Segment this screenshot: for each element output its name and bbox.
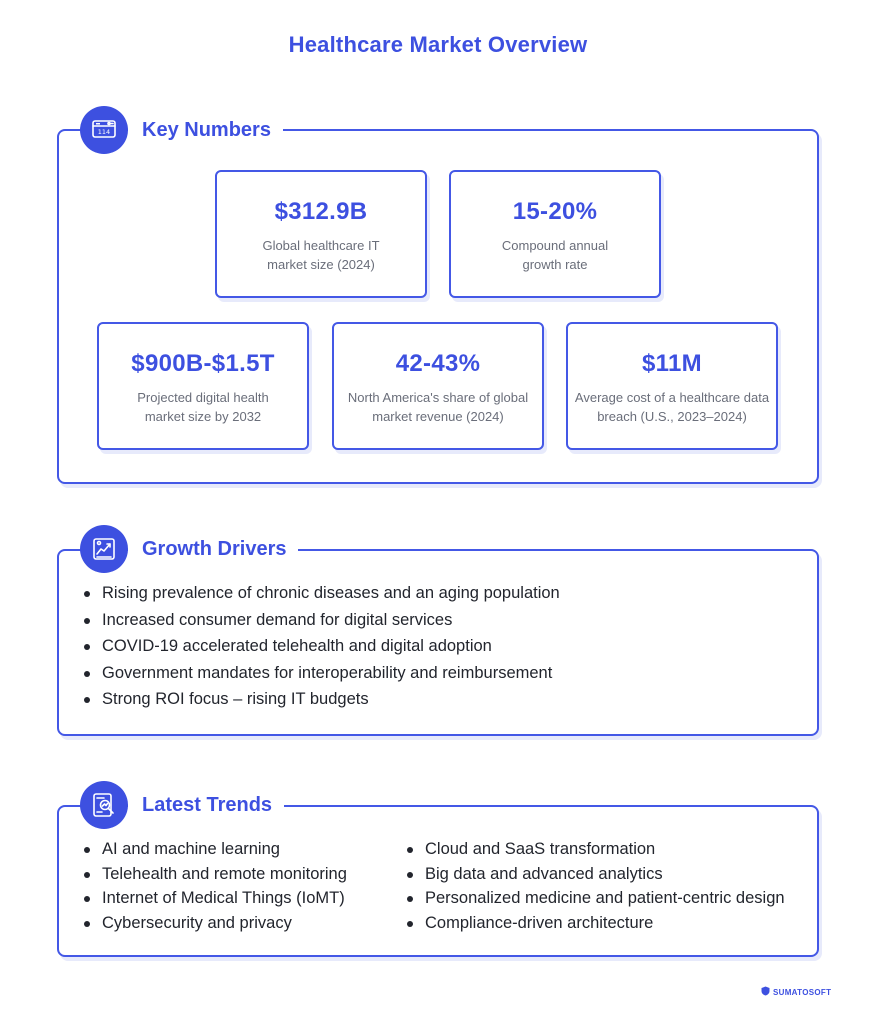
stat-label: Projected digital health market size by 2032 <box>137 390 269 424</box>
stat-card-cagr <box>449 170 661 298</box>
list-item: Compliance-driven architecture <box>406 914 785 939</box>
growth-chart-icon <box>80 525 128 573</box>
growth-drivers-list <box>83 584 560 717</box>
stat-value: $312.9B <box>274 198 368 225</box>
list-item: Big data and advanced analytics <box>406 865 785 890</box>
growth-drivers-header <box>80 525 298 573</box>
stat-label: Average cost of a healthcare data breach (U.S., 2023–2024) <box>574 390 770 424</box>
list-item: Internet of Medical Things (IoMT) <box>83 889 347 914</box>
stat-card-digital-health <box>97 322 309 450</box>
stat-value: 15-20% <box>512 198 598 225</box>
stat-label: North America's share of global market revenue (2024) <box>347 390 529 424</box>
stat-label: Global healthcare IT market size (2024) <box>262 238 380 272</box>
stat-card-north-america <box>332 322 544 450</box>
report-magnifier-icon <box>80 781 128 829</box>
list-item: Government mandates for interoperability and reimbursement <box>83 664 560 691</box>
list-item: Rising prevalence of chronic diseases and an aging population <box>83 584 560 611</box>
list-item: Cloud and SaaS transformation <box>406 840 785 865</box>
list-item: Increased consumer demand for digital services <box>83 611 560 638</box>
stat-label: Compound annual growth rate <box>501 238 609 272</box>
monitor-data-icon <box>80 106 128 154</box>
stat-value: $900B-$1.5T <box>131 350 275 377</box>
latest-trends-header <box>80 781 284 829</box>
latest-trends-list-left <box>83 840 347 938</box>
list-item: COVID-19 accelerated telehealth and digital adoption <box>83 637 560 664</box>
key-numbers-title: Key Numbers <box>128 119 283 142</box>
brand-logo <box>761 983 831 1001</box>
list-item: Strong ROI focus – rising IT budgets <box>83 690 560 717</box>
key-numbers-header <box>80 106 283 154</box>
shield-logo-icon <box>761 983 770 1001</box>
svg-text:114: 114 <box>97 128 111 136</box>
list-item: Cybersecurity and privacy <box>83 914 347 939</box>
page-title: Healthcare Market Overview <box>288 32 588 57</box>
list-item: Personalized medicine and patient-centric design <box>406 889 785 914</box>
latest-trends-list-right <box>406 840 785 938</box>
stat-value: 42-43% <box>395 350 481 377</box>
growth-drivers-title: Growth Drivers <box>128 538 298 561</box>
brand-name: SUMATOSOFT <box>773 987 832 997</box>
stat-card-data-breach <box>566 322 778 450</box>
list-item: AI and machine learning <box>83 840 347 865</box>
stat-card-market-size <box>215 170 427 298</box>
latest-trends-title: Latest Trends <box>128 794 284 817</box>
stat-value: $11M <box>642 350 702 377</box>
list-item: Telehealth and remote monitoring <box>83 865 347 890</box>
